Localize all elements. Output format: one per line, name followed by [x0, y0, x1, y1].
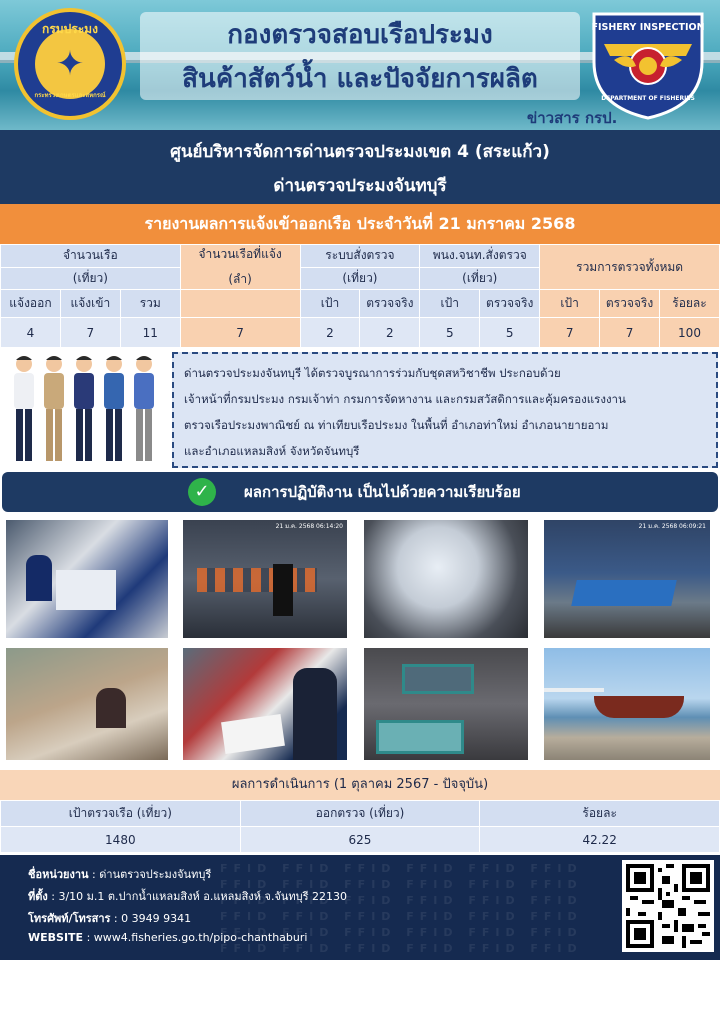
system-unit: (เที่ยว) — [300, 267, 420, 290]
officer-figure — [134, 356, 154, 461]
value-sys-actual: 2 — [360, 318, 420, 348]
value-out: 4 — [1, 318, 61, 348]
unit-value: : ด่านตรวจประมงจันทบุรี — [88, 868, 212, 881]
page-title-line2: สินค้าสัตว์น้ำ และปัจจัยการผลิต — [182, 64, 538, 94]
footer-unit — [28, 865, 211, 883]
value-off-actual: 5 — [480, 318, 540, 348]
photo-document-review — [183, 648, 347, 760]
officer-figure — [14, 356, 34, 461]
col-total-target: เป้า — [540, 290, 600, 318]
col-in: แจ้งเข้า — [60, 290, 120, 318]
center-band — [0, 130, 720, 204]
center-name: ศูนย์บริหารจัดการด่านตรวจประมงเขต 4 (สระแก้ว) — [170, 142, 550, 162]
footer-phone — [28, 909, 191, 927]
officer-header: พนง.จนท.สั่งตรวจ — [420, 245, 540, 268]
system-header: ระบบสั่งตรวจ — [300, 245, 420, 268]
col-target-header: เป้าตรวจเรือ (เที่ยว) — [1, 801, 241, 827]
officer-figure — [74, 356, 94, 461]
value-in: 7 — [60, 318, 120, 348]
notified-header-unit: (ลำ) — [228, 272, 252, 286]
value-total-target: 7 — [540, 318, 600, 348]
officer-unit: (เที่ยว) — [420, 267, 540, 290]
footer-address — [28, 887, 347, 905]
photo-paperwork-2 — [6, 648, 168, 760]
value-percent: 42.22 — [480, 827, 720, 853]
address-value: : 3/10 ม.1 ต.ปากน้ำแหลมสิงห์ อ.แหลมสิงห์ จ.จันทบุรี 22130 — [47, 890, 348, 903]
photo-timestamp: 21 ม.ค. 2568 06:09:21 — [638, 523, 706, 530]
photo-fish-hold — [364, 520, 528, 638]
emblem-icon: ✦ — [35, 29, 105, 99]
report-title: รายงานผลการแจ้งเข้าออกเรือ ประจำวันที่ 21 มกราคม 2568 — [144, 214, 576, 233]
col-total-percent: ร้อยละ — [660, 290, 720, 318]
watermark-text: FFID FFID FFID FFID FFID FFID FFID FFID FFID FFID FFID FFID FFID FFID FFID FFID FFID FFID FFID FFID FFID FFID FFID FFID FFID FFID FFID FFID FFID FFID FFID FFID FFID FFID FFID FFID FFID FFID FFID FFID FFID FFID FFID FFID FFID FFID FFID FFID FFID FFID FFID FFID FFID FFID FFID FFID FFID FFID FFID FFID — [220, 862, 583, 1019]
officer-figure — [104, 356, 124, 461]
stats-table — [0, 244, 720, 348]
value-off-target: 5 — [420, 318, 480, 348]
result-text: ผลการปฏิบัติงาน เป็นไปด้วยความเรียบร้อย — [244, 483, 521, 501]
qr-code-icon[interactable] — [622, 860, 714, 952]
footer — [0, 855, 720, 1019]
description-line: และอำเภอแหลมสิงห์ จังหวัดจันทบุรี — [184, 444, 360, 458]
description-line: ด่านตรวจประมงจันทบุรี ได้ตรวจบูรณาการร่วมกับชุดสหวิชาชีพ ประกอบด้วย — [184, 366, 561, 380]
notified-header — [180, 245, 300, 290]
logo-left-bottom-text: กระทรวงเกษตรและสหกรณ์ — [34, 92, 106, 99]
total-header: รวมการตรวจทั้งหมด — [540, 245, 720, 290]
news-tag: ข่าวสาร กรป. — [527, 109, 618, 127]
address-label: ที่ตั้ง — [28, 890, 48, 903]
description-box — [172, 352, 718, 468]
col-out: แจ้งออก — [1, 290, 61, 318]
phone-label: โทรศัพท์/โทรสาร — [28, 912, 111, 925]
photo-paperwork-1 — [6, 520, 168, 638]
col-total-actual: ตรวจจริง — [600, 290, 660, 318]
officers-illustration — [6, 352, 166, 468]
boats-unit: (เที่ยว) — [1, 267, 181, 290]
value-target: 1480 — [1, 827, 241, 853]
report-title-band — [0, 204, 720, 244]
fishery-inspection-logo — [586, 10, 710, 120]
logo-right-top-text: FISHERY INSPECTION — [591, 22, 705, 33]
photo-crew-lineup — [183, 520, 347, 638]
website-link[interactable]: : www4.fisheries.go.th/pipo-chanthaburi — [83, 931, 308, 944]
col-notified-blank — [180, 290, 300, 318]
value-sys-target: 2 — [300, 318, 360, 348]
officer-figure — [44, 356, 64, 461]
col-off-actual: ตรวจจริง — [480, 290, 540, 318]
value-done: 625 — [240, 827, 480, 853]
performance-table — [0, 800, 720, 853]
performance-title: ผลการดำเนินการ (1 ตุลาคม 2567 - ปัจจุบัน) — [0, 770, 720, 800]
description-line: ตรวจเรือประมงพาณิชย์ ณ ท่าเทียบเรือประมง ในพื้นที่ อำเภอท่าใหม่ อำเภอนายายอาม — [184, 418, 609, 432]
logo-right-bottom-text: DEPARTMENT OF FISHERIES — [601, 95, 695, 102]
check-icon: ✓ — [188, 478, 216, 506]
col-percent-header: ร้อยละ — [480, 801, 720, 827]
description-line: เจ้าหน้าที่กรมประมง กรมเจ้าท่า กรมการจัดหางาน และกรมสวัสดิการและคุ้มครองแรงงาน — [184, 392, 626, 406]
result-bar — [2, 472, 718, 512]
photo-fishing-boats — [544, 648, 710, 760]
photo-timestamp: 21 ม.ค. 2568 06:14:20 — [275, 523, 343, 530]
notified-header-title: จำนวนเรือที่แจ้ง — [198, 247, 282, 261]
logo-left-top-text: กรมประมง — [42, 22, 98, 36]
web-label: WEBSITE — [28, 931, 84, 944]
value-total-percent: 100 — [660, 318, 720, 348]
col-off-target: เป้า — [420, 290, 480, 318]
department-logo — [14, 8, 126, 120]
checkpoint-name: ด่านตรวจประมงจันทบุรี — [273, 176, 447, 196]
photo-boat-dock — [544, 520, 710, 638]
value-notified: 7 — [180, 318, 300, 348]
col-sys-target: เป้า — [300, 290, 360, 318]
col-sys-actual: ตรวจจริง — [360, 290, 420, 318]
unit-label: ชื่อหน่วยงาน — [28, 868, 89, 881]
col-sum: รวม — [120, 290, 180, 318]
photo-fish-catch — [364, 648, 528, 760]
value-sum: 11 — [120, 318, 180, 348]
footer-website[interactable] — [28, 931, 307, 944]
page-title-line1: กองตรวจสอบเรือประมง — [227, 20, 493, 50]
value-total-actual: 7 — [600, 318, 660, 348]
boats-header: จำนวนเรือ — [1, 245, 181, 268]
col-done-header: ออกตรวจ (เที่ยว) — [240, 801, 480, 827]
phone-value: : 0 3949 9341 — [110, 912, 192, 925]
